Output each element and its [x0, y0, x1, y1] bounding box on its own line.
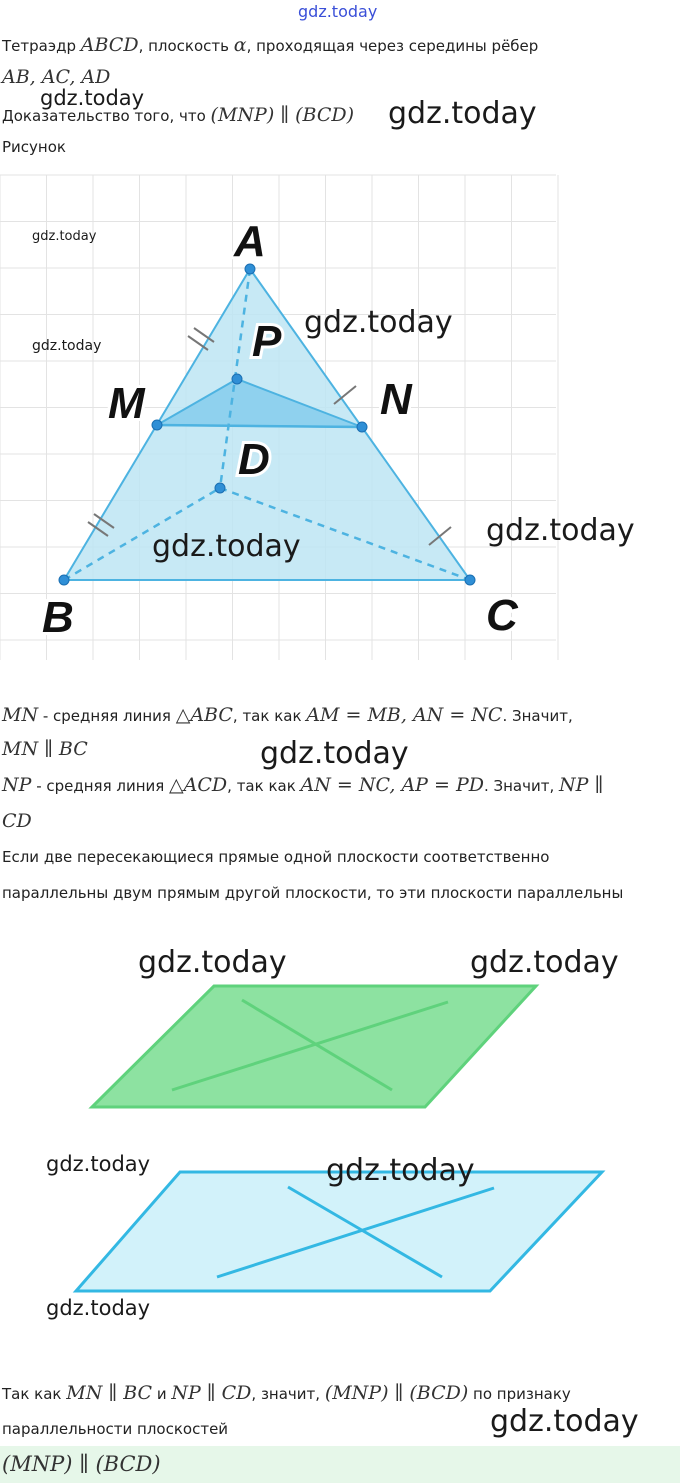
watermark: gdz.today — [46, 1152, 151, 1176]
conclusion-text: и — [152, 1385, 172, 1403]
segment-np-label: NP — [2, 774, 32, 796]
watermark: gdz.today — [46, 1296, 151, 1320]
label-m: M — [108, 379, 145, 428]
cd-label: CD — [2, 810, 32, 832]
conclusion-text: , значит, — [251, 1385, 325, 1403]
prove-text: Доказательство того, что — [2, 107, 211, 125]
planes-parallel-formula: (MNP) ∥ (BCD) — [324, 1382, 469, 1404]
mn-parallel-bc-ref: MN ∥ BC — [66, 1382, 153, 1404]
problem-text: , проходящая через середины рёбер — [246, 37, 539, 55]
equalities: AN = NC, AP = PD — [300, 774, 484, 796]
watermark: gdz.today — [304, 305, 453, 340]
watermark: gdz.today — [138, 945, 287, 980]
mn-parallel-bc: MN ∥ BC — [2, 738, 88, 760]
answer-box — [0, 1446, 680, 1483]
theorem-line-1: Если две пересекающиеся прямые одной плоскости соответственно — [2, 848, 550, 866]
solution-text: , так как — [232, 707, 307, 725]
conclusion-line-1 — [2, 1382, 571, 1404]
np-parallel-cd-ref: NP ∥ CD — [171, 1382, 252, 1404]
watermark: gdz.today — [40, 86, 145, 110]
label-d: D — [238, 435, 270, 484]
label-n: N — [380, 375, 412, 424]
parallel-planes-figure — [0, 960, 680, 1300]
np-parallel: NP ∥ — [559, 774, 604, 796]
label-p: P — [252, 317, 282, 366]
solution-text: , так как — [227, 777, 301, 795]
conclusion-text: по признаку — [468, 1385, 571, 1403]
problem-text: , плоскость — [138, 37, 234, 55]
equalities: AM = MB, AN = NC — [306, 704, 503, 726]
problem-line-1 — [2, 34, 538, 56]
watermark: gdz.today — [470, 945, 619, 980]
tetrahedron-label: ABCD — [80, 34, 139, 56]
watermark: gdz.today — [490, 1404, 639, 1439]
watermark: gdz.today — [32, 229, 97, 244]
solution-text: . Значит, — [502, 707, 573, 725]
tetrahedron-figure — [0, 170, 560, 665]
upper-plane — [92, 986, 536, 1107]
header-watermark[interactable]: gdz.today — [298, 2, 378, 21]
solution-line-1 — [2, 704, 573, 726]
theorem-line-2: параллельны двум прямым другой плоскости, то эти плоскости параллельны — [2, 884, 624, 902]
watermark: gdz.today — [486, 513, 635, 548]
solution-text: - средняя линия — [31, 777, 170, 795]
solution-text: . Значит, — [483, 777, 560, 795]
watermark: gdz.today — [388, 96, 537, 131]
problem-text: Тетраэдр — [2, 37, 81, 55]
prove-formula: (MNP) ∥ (BCD) — [210, 104, 355, 126]
triangle-acd: △ACD — [169, 774, 228, 796]
answer-formula: (MNP) ∥ (BCD) — [2, 1452, 161, 1476]
label-a: A — [234, 217, 266, 266]
lower-plane — [76, 1172, 602, 1291]
watermark: gdz.today — [260, 736, 409, 771]
label-c: C — [486, 591, 518, 640]
solution-line-3 — [2, 774, 603, 796]
triangle-abc: △ABC — [175, 704, 233, 726]
edges-formula: AB, AC, AD — [2, 66, 111, 88]
conclusion-line-2: параллельности плоскостей — [2, 1420, 229, 1438]
solution-text: - средняя линия — [38, 707, 176, 725]
watermark: gdz.today — [152, 529, 301, 564]
label-b: B — [42, 593, 74, 642]
watermark: gdz.today — [326, 1153, 475, 1188]
segment-mn-label: MN — [2, 704, 39, 726]
conclusion-text: Так как — [2, 1385, 67, 1403]
plane-alpha: α — [233, 34, 247, 56]
figure-label: Рисунок — [2, 138, 66, 156]
watermark: gdz.today — [32, 338, 102, 354]
